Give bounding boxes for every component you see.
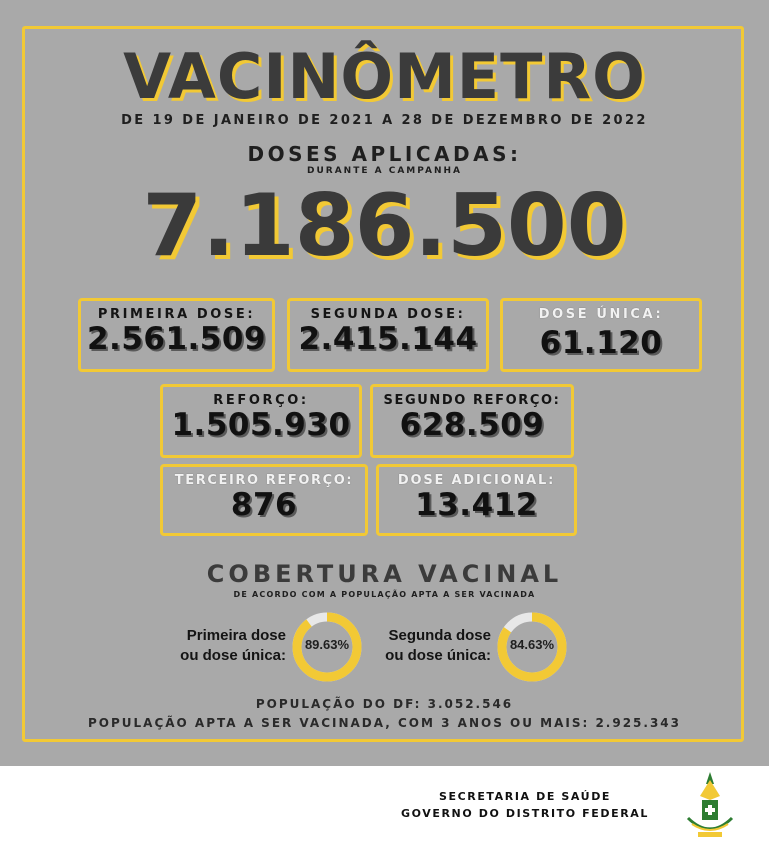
box-label: DOSE ÚNICA:	[538, 307, 664, 322]
coverage-label-second	[381, 626, 491, 666]
box-dose-adicional	[376, 464, 577, 536]
box-value: 61.120	[539, 325, 663, 361]
doses-applied-label: DOSES APLICADAS:	[247, 142, 522, 166]
page-title: VACINÔMETRO	[123, 40, 646, 113]
box-label: SEGUNDO REFORÇO:	[383, 393, 561, 408]
box-reforco	[160, 384, 362, 458]
box-label: REFORÇO:	[213, 393, 309, 408]
box-label: PRIMEIRA DOSE:	[97, 307, 256, 322]
coverage-label-line: ou dose única:	[385, 647, 491, 664]
box-value: 876	[230, 487, 298, 523]
doses-applied-sublabel: DURANTE A CAMPANHA	[306, 166, 463, 176]
box-primeira-dose	[78, 298, 275, 372]
period-subtitle: DE 19 DE JANEIRO DE 2021 A 28 DE DEZEMBRO DE 2022	[121, 113, 648, 128]
total-doses-value: 7.186.500	[142, 176, 627, 276]
box-value: 2.415.144	[298, 321, 478, 357]
coverage-percent: 84.63%	[509, 637, 555, 652]
coverage-label-line: Segunda dose	[388, 627, 491, 644]
coverage-title: COBERTURA VACINAL	[206, 560, 563, 588]
box-dose-unica	[500, 298, 702, 372]
coverage-percent: 89.63%	[304, 637, 350, 652]
box-label: SEGUNDA DOSE:	[310, 307, 466, 322]
coverage-ring-first	[291, 611, 363, 683]
coverage-label-line: ou dose única:	[180, 647, 286, 664]
coverage-subtitle: DE ACORDO COM A POPULAÇÃO APTA A SER VACINADA	[233, 590, 536, 599]
footer-governo: GOVERNO DO DISTRITO FEDERAL	[400, 807, 650, 820]
box-segundo-reforco	[370, 384, 574, 458]
population-df: POPULAÇÃO DO DF: 3.052.546	[255, 697, 514, 711]
box-value: 2.561.509	[86, 321, 267, 357]
coverage-label-first	[176, 626, 286, 666]
population-eligible: POPULAÇÃO APTA A SER VACINADA, COM 3 ANOS OU MAIS: 2.925.343	[87, 716, 682, 730]
box-value: 1.505.930	[171, 407, 351, 443]
box-label: TERCEIRO REFORÇO:	[174, 473, 354, 488]
box-value: 13.412	[415, 487, 538, 523]
box-segunda-dose	[287, 298, 489, 372]
box-label: DOSE ADICIONAL:	[397, 473, 556, 488]
coverage-label-line: Primeira dose	[186, 627, 286, 644]
box-terceiro-reforco	[160, 464, 368, 536]
footer-secretaria: SECRETARIA DE SAÚDE	[438, 790, 612, 803]
coverage-ring-second	[496, 611, 568, 683]
box-value: 628.509	[399, 407, 545, 443]
df-government-emblem-icon	[684, 770, 736, 842]
